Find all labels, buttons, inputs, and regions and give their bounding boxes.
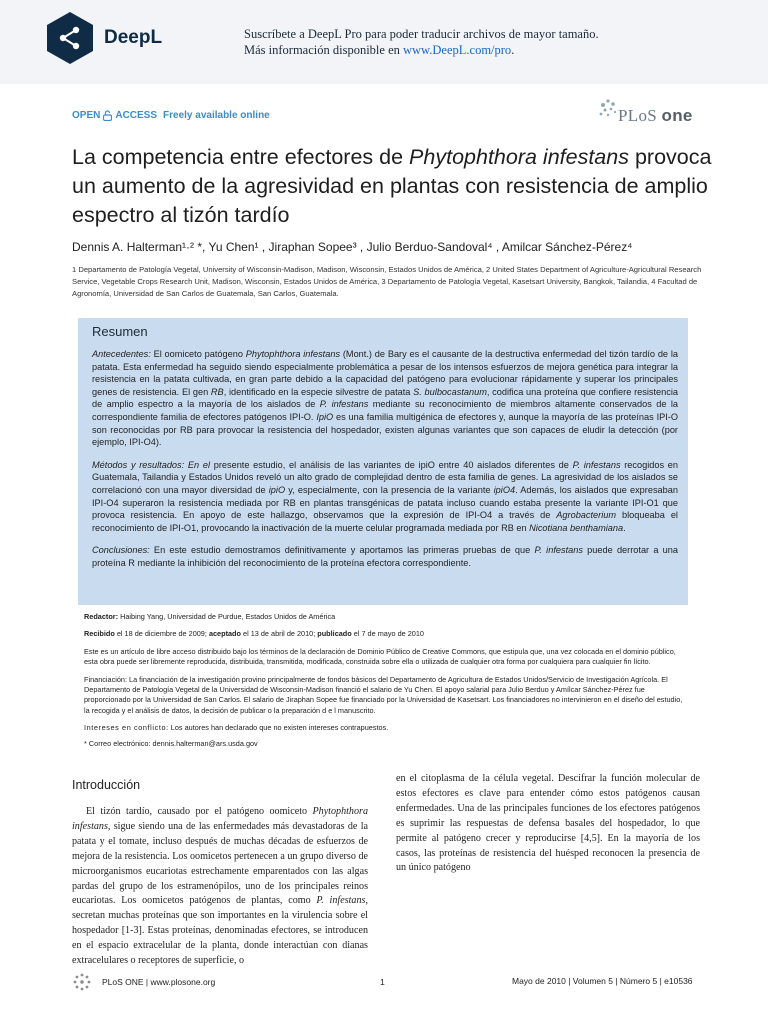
abstract-methods: Métodos y resultados: En el presente estudio, el análisis de las variantes de ipiO entre 40 aislados diferentes de P. infestans recogidos en Guatemala, Tailandia y Estados Unidos reveló un alto grado de complejidad dentro de esta familia de genes. La agresividad de los aislados se correlacionó con una mayor diversidad de ipiO y, especialmente, con la presencia de la variante ipiO4. Además, los aislados que expresaban IPI-O4 superaron la resistencia mediada por RB en plantas transgénicas de patata incluso cuando estaba presente la variante IPI-O1 que provoca resistencia. En apoyo de este hallazgo, observamos que la expresión de IPI-O4 a través de Agrobacterium bloqueaba el reconocimiento de IPI-O1, provocando la inactivación de la muerte celular programada mediada por RB en Nicotiana benthamiana. <box>92 459 679 533</box>
footer-issue: Mayo de 2010 | Volumen 5 | Número 5 | e10536 <box>512 976 693 986</box>
deepl-logo-icon <box>44 10 96 66</box>
deepl-brand-name: DeepL <box>104 27 163 48</box>
deepl-promo-text <box>244 26 599 58</box>
article-info <box>84 612 684 756</box>
promo-line-1: Suscríbete a DeepL Pro para poder traducir archivos de mayor tamaño. <box>244 27 599 41</box>
deepl-pro-link[interactable]: www.DeepL.com/pro <box>403 43 512 57</box>
abstract-heading: Resumen <box>92 324 148 339</box>
intro-left-column: El tizón tardío, causado por el patógeno oomiceto Phytophthora infestans, sigue siendo una de las enfermedades más devastadoras de la patata y el tomate, incluso después de muchas décadas de esfuerzos de mejora de la resistencia. Los oomicetos pertenecen a un grupo diverso de microorganismos eucariotas estrechamente emparentados con las algas pardas del grupo de los estramenópilos, uno de los principales reinos eucariotas. Los oomicetos patógenos de plantas, como P. infestans, secretan muchas proteínas que son importantes en la virulencia sobre el hospedador [1-3]. Estas proteínas, denominadas efectores, se introducen en el espacio extracelular de la planta, donde interactúan con dianas extracelulares o receptores de superficie, o <box>72 806 368 967</box>
license-text: Este es un artículo de libre acceso distribuido bajo los términos de la declaración de Dominio Público de Creative Commons, que estipula que, una vez colocada en el dominio público, esta obra puede ser libremente reproducida, distribuida, transmitida, modificada, construida sobre ella o utilizada de cualquier otra forma por cualquiera para cualquier fin lícito. <box>84 646 676 667</box>
introduction-heading: Introducción <box>72 778 141 792</box>
affiliations: 1 Departamento de Patología Vegetal, University of Wisconsin-Madison, Madison, Wisconsin, Estados Unidos de América, 2 United States Department of Agriculture-Agricultural Research Service, Vegetable Crops Research Unit, Madison, Wisconsin, Estados Unidos de América, 3 Departamento de Patología Vegetal, Kasetsart University, Bangkok, Tailandia, 4 Facultad de Agronomía, Universidad de San Carlos de Guatemala, San Carlos, Guatemala. <box>72 265 702 298</box>
page-number: 1 <box>380 977 385 987</box>
abstract-background: Antecedentes: El oomiceto patógeno Phytophthora infestans (Mont.) de Bary es el causante de la destructiva enfermedad del tizón tardío de la patata. Esta enfermedad ha seguido siendo especialmente problemática a pesar de los intensos esfuerzos de mejora genética para integrar la resistencia en la patata cultivada, en gran parte debido a la capacidad del patógeno para evolucionar rápidamente y superar los principales genes de resistencia. El gen RB, identificado en la especie silvestre de patata S. bulbocastanum, codifica una proteína que confiere resistencia de amplio espectro a la mayoría de los aislados de P. infestans mediante su reconocimiento de miembros altamente conservados de la correspondiente familia de efectores patógenos IPI-O. IpiO es una familia multigénica de efectores y, aunque la mayoría de las proteínas IPI-O son reconocidas por RB para provocar la resistencia del hospedador, existen algunas variantes que son capaces de eludir la detección (por ejemplo, IPI-O4). <box>92 349 679 448</box>
freely-available-label: Freely available online <box>163 110 270 121</box>
editor-line: Redactor: Haibing Yang, Universidad de Purdue, Estados Unidos de América <box>84 612 336 621</box>
abstract-box <box>78 318 688 605</box>
author-list: Dennis A. Halterman¹·² *, Yu Chen¹ , Jiraphan Sopee³ , Julio Berduo-Sandoval⁴ , Amilcar Sánchez-Pérez⁴ <box>72 240 633 254</box>
open-lock-icon <box>103 110 112 121</box>
abstract-conclusions: Conclusiones: En este estudio demostramos definitivamente y aportamos las primeras pruebas de que P. infestans puede derrotar a una proteína R mediante la inhibición del reconocimiento de la proteína efectora correspondiente. <box>92 545 678 568</box>
dates-line: Recibido el 18 de diciembre de 2009; aceptado el 13 de abril de 2010; publicado el 7 de mayo de 2010 <box>84 629 424 639</box>
deepl-banner <box>0 0 768 84</box>
footer-journal: PLoS ONE | www.plosone.org <box>102 977 216 987</box>
article-title: La competencia entre efectores de Phytophthora infestans provoca un aumento de la agresividad en plantas con resistencia de amplio espectro al tizón tardío <box>72 145 712 227</box>
funding-text: Financiación: La financiación de la investigación provino principalmente de fondos básicos del Departamento de Agricultura de Estados Unidos/Servicio de Investigación Agrícola. El Departamento de Patología Vegetal de la Universidad de Wisconsin-Madison financió el salario de Yu Chen. El apoyo salarial para Julio Berduo y Amílcar Sánchez-Pérez fue proporcionado por la Universidad de San Carlos. El salario de Jiraphan Sopee fue financiado por la Universidad de Kasetsart. Los financiadores no intervinieron en el diseño del estudio, la recogida y el análisis de datos, la decisión de publicar o la preparación d e l manuscrito. <box>84 674 683 715</box>
intro-right-column: en el citoplasma de la célula vegetal. Descifrar la función molecular de estos efectores es clave para entender cómo estos patógenos causan enfermedades. Una de las principales funciones de los efectores patógenos es suprimir las respuestas de defensa basales del hospedador, lo que permite al patógeno crecer y reproducirse [4,5]. En la mayoría de los casos, las proteínas de resistencia del huésped reconocen la presencia de un único patógeno <box>396 773 700 874</box>
plos-footer-logo-icon <box>72 972 92 992</box>
promo-line-2: Más información disponible en www.DeepL.com/pro. <box>244 43 515 57</box>
conflict-text: Intereses en conflicto: Los autores han declarado que no existen intereses contrapuestos. <box>84 723 389 733</box>
open-access-badge: OPEN ACCESS Freely available online <box>72 110 270 121</box>
email-line: * Correo electrónico: dennis.halterman@ars.usda.gov <box>84 738 258 748</box>
journal-name: PLoS one <box>618 106 693 125</box>
